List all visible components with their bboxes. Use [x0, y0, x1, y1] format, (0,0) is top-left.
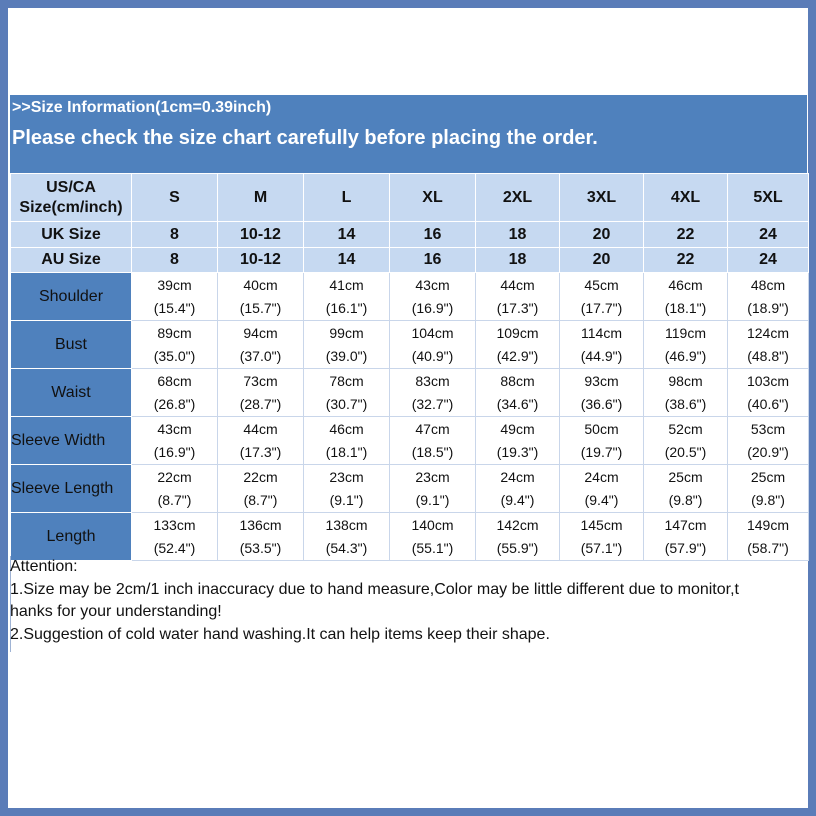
inch-value: (42.9") [496, 347, 539, 364]
size-header-cell: 5XL [728, 174, 809, 222]
inch-value: (9.4") [500, 491, 535, 508]
measurement-cell [644, 465, 728, 513]
inch-value: (36.6") [580, 395, 623, 412]
measurement-cell [560, 273, 644, 321]
measurement-cell [304, 273, 390, 321]
inch-value: (16.1") [325, 299, 368, 316]
measurement-cell [728, 273, 809, 321]
cm-value: 119cm [665, 324, 706, 341]
measurement-cell [390, 465, 476, 513]
inch-value: (9.4") [584, 491, 619, 508]
size-header-cell: 3XL [560, 174, 644, 222]
cm-value: 53cm [750, 420, 786, 437]
measurement-cell [390, 417, 476, 465]
inch-value: (19.3") [496, 443, 539, 460]
measurement-cell [644, 513, 728, 561]
au-size-cell: 16 [390, 248, 476, 273]
measurement-cell [728, 417, 809, 465]
measurement-cell [560, 321, 644, 369]
measurement-cell [218, 321, 304, 369]
au-size-cell: 24 [728, 248, 809, 273]
measurement-cell [644, 369, 728, 417]
au-size-cell: 8 [132, 248, 218, 273]
cm-value: 47cm [415, 420, 450, 437]
cm-value: 43cm [415, 276, 450, 293]
cm-value: 48cm [750, 276, 786, 293]
cm-value: 103cm [746, 372, 790, 389]
cm-value: 49cm [500, 420, 535, 437]
cm-value: 133cm [153, 516, 196, 533]
cm-value: 104cm [411, 324, 454, 341]
cm-value: 22cm [157, 468, 192, 485]
uk-size-cell: 18 [476, 222, 560, 248]
inch-value: (17.3") [239, 443, 282, 460]
cm-value: 124cm [746, 324, 790, 341]
cm-value: 44cm [243, 420, 278, 437]
size-chart-canvas [8, 8, 808, 808]
measurement-row [11, 321, 809, 369]
measurement-row [11, 465, 809, 513]
cm-value: 25cm [668, 468, 703, 485]
inch-value: (16.9") [411, 299, 454, 316]
cm-value: 50cm [584, 420, 619, 437]
cm-value: 25cm [750, 468, 786, 485]
cm-value: 45cm [584, 276, 619, 293]
uk-size-cell: 8 [132, 222, 218, 248]
attention-note-1b: hanks for your understanding! [10, 603, 222, 620]
inch-value: (54.3") [325, 539, 368, 556]
inch-value: (57.9") [664, 539, 707, 556]
cm-value: 140cm [411, 516, 454, 533]
cm-value: 43cm [157, 420, 192, 437]
measurement-label: Sleeve Width [11, 417, 132, 465]
measurement-cell [218, 513, 304, 561]
cm-value: 136cm [239, 516, 282, 533]
size-table [10, 173, 809, 561]
measurement-label: Length [11, 513, 132, 561]
measurement-cell [218, 417, 304, 465]
inch-value: (20.5") [664, 443, 707, 460]
measurement-cell [476, 465, 560, 513]
inch-value: (18.1") [325, 443, 368, 460]
measurement-row [11, 417, 809, 465]
measurement-cell [476, 417, 560, 465]
measurement-cell [560, 513, 644, 561]
measurement-cell [390, 273, 476, 321]
inch-value: (18.9") [747, 299, 789, 316]
measurement-cell [132, 513, 218, 561]
cm-value: 24cm [584, 468, 619, 485]
cm-value: 149cm [746, 516, 790, 533]
inch-value: (55.9") [496, 539, 539, 556]
measurement-cell [390, 369, 476, 417]
inch-value: (57.1") [580, 539, 623, 556]
measurement-cell [728, 465, 809, 513]
au-size-cell: 10-12 [218, 248, 304, 273]
au-size-cell: 14 [304, 248, 390, 273]
cm-value: 40cm [243, 276, 278, 293]
au-size-cell: 20 [560, 248, 644, 273]
cm-value: 23cm [415, 468, 450, 485]
measurement-cell [476, 273, 560, 321]
size-header-cell: S [132, 174, 218, 222]
attention-notes [10, 556, 807, 646]
inch-value: (52.4") [153, 539, 196, 556]
inch-value: (48.8") [747, 347, 789, 364]
inch-value: (26.8") [153, 395, 196, 412]
measurement-cell [304, 369, 390, 417]
measurement-cell [132, 321, 218, 369]
cm-value: 88cm [500, 372, 535, 389]
inch-value: (39.0") [325, 347, 368, 364]
measurement-label: Waist [11, 369, 132, 417]
cm-value: 83cm [415, 372, 450, 389]
inch-value: (17.3") [496, 299, 539, 316]
size-header-cell: XL [390, 174, 476, 222]
inch-value: (18.5") [411, 443, 454, 460]
cm-value: 99cm [329, 324, 364, 341]
inch-value: (38.6") [664, 395, 707, 412]
measurement-cell [304, 513, 390, 561]
cm-value: 114cm [581, 324, 622, 341]
measurement-cell [132, 369, 218, 417]
inch-value: (34.6") [496, 395, 539, 412]
cm-value: 41cm [329, 276, 364, 293]
cm-value: 94cm [243, 324, 278, 341]
measurement-cell [560, 369, 644, 417]
cm-value: 142cm [496, 516, 539, 533]
cm-value: 22cm [243, 468, 278, 485]
uk-size-cell: 10-12 [218, 222, 304, 248]
cm-value: 98cm [668, 372, 703, 389]
measurement-cell [390, 513, 476, 561]
inch-value: (46.9") [664, 347, 707, 364]
cm-value: 73cm [243, 372, 278, 389]
uk-size-cell: 16 [390, 222, 476, 248]
size-header-cell: M [218, 174, 304, 222]
inch-value: (58.7") [747, 539, 789, 556]
inch-value: (18.1") [664, 299, 707, 316]
inch-value: (32.7") [411, 395, 454, 412]
measurement-label: Shoulder [11, 273, 132, 321]
inch-value: (40.6") [747, 395, 789, 412]
uk-size-cell: 20 [560, 222, 644, 248]
inch-value: (8.7") [157, 491, 192, 508]
cm-value: 68cm [157, 372, 192, 389]
inch-value: (20.9") [747, 443, 789, 460]
attention-title: Attention: [10, 558, 78, 575]
inch-value: (17.7") [580, 299, 623, 316]
measurement-cell [218, 465, 304, 513]
corner-label: US/CA Size(cm/inch) [11, 174, 132, 222]
cm-value: 89cm [157, 324, 192, 341]
size-header-cell: 2XL [476, 174, 560, 222]
measurement-cell [132, 273, 218, 321]
cm-value: 93cm [584, 372, 619, 389]
cm-value: 52cm [668, 420, 703, 437]
inch-value: (15.7") [239, 299, 282, 316]
inch-value: (30.7") [325, 395, 368, 412]
inch-value: (8.7") [243, 491, 278, 508]
measurement-cell [644, 273, 728, 321]
measurement-label: Sleeve Length [11, 465, 132, 513]
inch-value: (16.9") [153, 443, 196, 460]
size-header-cell: L [304, 174, 390, 222]
uk-size-label: UK Size [11, 222, 132, 248]
measurement-cell [560, 417, 644, 465]
inch-value: (35.0") [153, 347, 196, 364]
cm-value: 109cm [496, 324, 539, 341]
uk-size-cell: 14 [304, 222, 390, 248]
header-banner [10, 95, 807, 173]
inch-value: (53.5") [239, 539, 282, 556]
uk-size-cell: 22 [644, 222, 728, 248]
measurement-cell [728, 369, 809, 417]
inch-value: (9.1") [415, 491, 450, 508]
measurement-cell [390, 321, 476, 369]
inch-value: (9.1") [329, 491, 364, 508]
uk-size-cell: 24 [728, 222, 809, 248]
size-header-row [11, 174, 809, 222]
cm-value: 24cm [500, 468, 535, 485]
measurement-cell [218, 273, 304, 321]
measurement-cell [728, 321, 809, 369]
measurement-row [11, 369, 809, 417]
cm-value: 46cm [329, 420, 364, 437]
cm-value: 145cm [580, 516, 623, 533]
au-size-cell: 22 [644, 248, 728, 273]
measurement-cell [476, 321, 560, 369]
inch-value: (44.9") [580, 347, 623, 364]
au-size-cell: 18 [476, 248, 560, 273]
cm-value: 78cm [329, 372, 364, 389]
au-size-row [11, 248, 809, 273]
inch-value: (9.8") [668, 491, 703, 508]
measurement-cell [560, 465, 644, 513]
size-header-cell: 4XL [644, 174, 728, 222]
attention-note-2: 2.Suggestion of cold water hand washing.It can help items keep their shape. [10, 625, 550, 643]
measurement-row [11, 513, 809, 561]
measurement-cell [644, 321, 728, 369]
measurement-cell [304, 465, 390, 513]
measurement-cell [132, 465, 218, 513]
uk-size-row [11, 222, 809, 248]
size-info-title: >>Size Information(1cm=0.39inch) [12, 99, 272, 116]
inch-value: (9.8") [751, 491, 785, 508]
measurement-cell [304, 417, 390, 465]
measurement-cell [728, 513, 809, 561]
measurement-cell [644, 417, 728, 465]
measurement-cell [218, 369, 304, 417]
cm-value: 46cm [668, 276, 703, 293]
measurement-row [11, 273, 809, 321]
measurement-cell [476, 513, 560, 561]
cm-value: 138cm [325, 516, 368, 533]
size-chart-notice: Please check the size chart carefully before placing the order. [12, 127, 598, 149]
inch-value: (55.1") [411, 539, 454, 556]
inch-value: (15.4") [153, 299, 196, 316]
inch-value: (37.0") [239, 347, 282, 364]
au-size-label: AU Size [11, 248, 132, 273]
measurement-label: Bust [11, 321, 132, 369]
inch-value: (19.7") [580, 443, 623, 460]
measurement-cell [304, 321, 390, 369]
inch-value: (28.7") [239, 395, 282, 412]
inch-value: (40.9") [411, 347, 454, 364]
attention-note-1a: 1.Size may be 2cm/1 inch inaccuracy due to hand measure,Color may be little different due to monitor,t [10, 580, 739, 598]
measurement-cell [476, 369, 560, 417]
cm-value: 23cm [329, 468, 364, 485]
cm-value: 39cm [157, 276, 192, 293]
cm-value: 147cm [664, 516, 707, 533]
measurement-cell [132, 417, 218, 465]
cm-value: 44cm [500, 276, 535, 293]
